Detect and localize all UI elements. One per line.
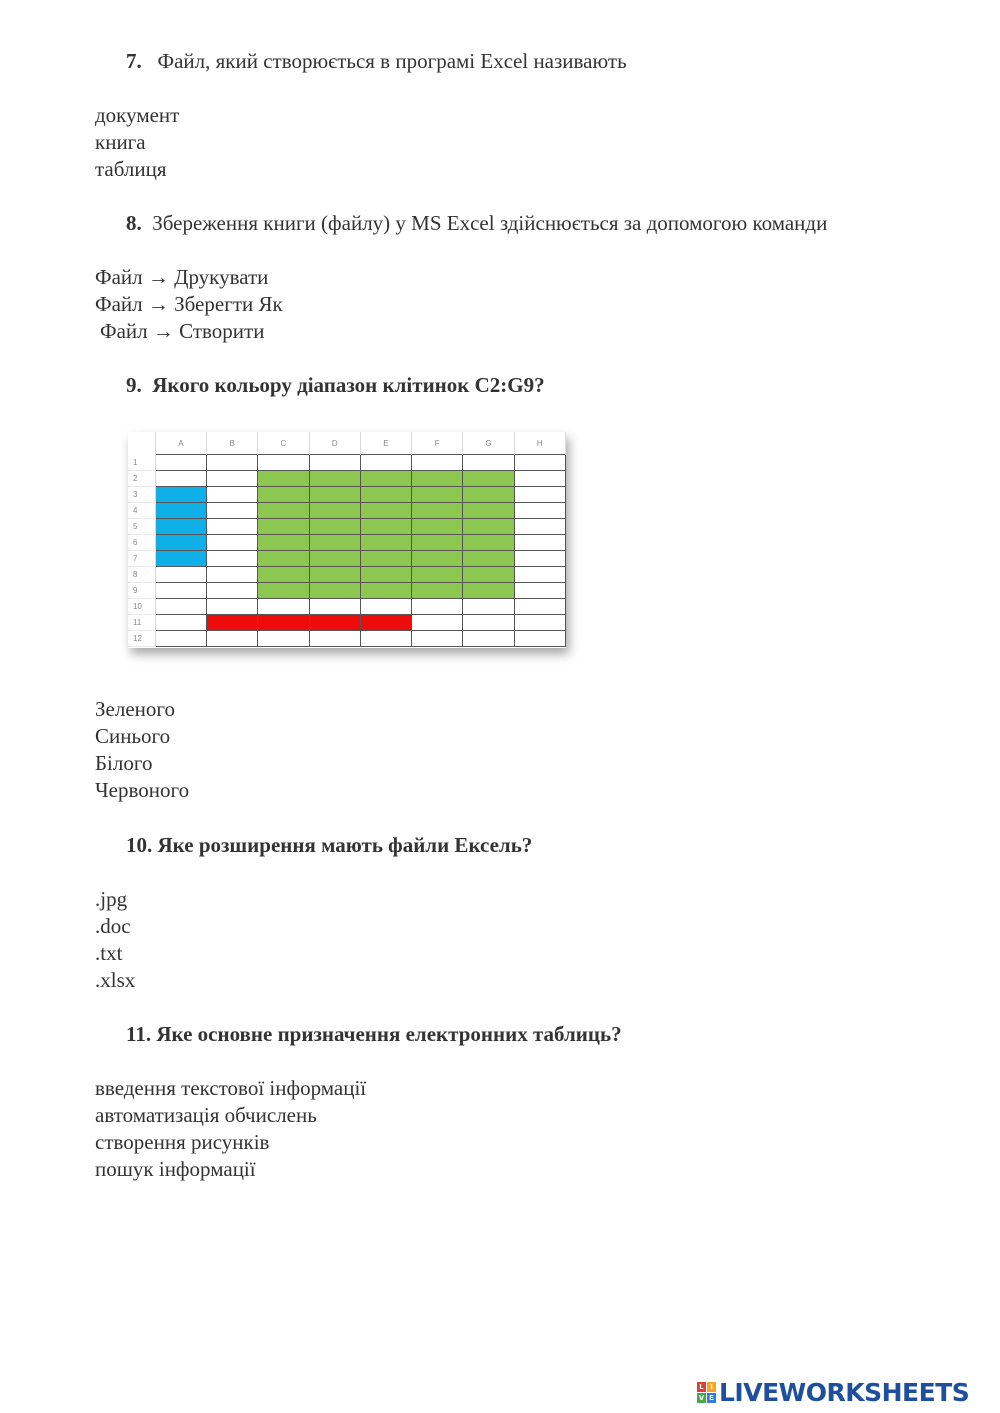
- cell-H11: [514, 615, 565, 631]
- cell-B8: [207, 567, 258, 583]
- cell-C9: [258, 583, 309, 599]
- cell-A10: [155, 599, 206, 615]
- question-number: 11.: [126, 1022, 152, 1046]
- cell-F11: [412, 615, 463, 631]
- cell-B5: [207, 519, 258, 535]
- cell-G4: [463, 503, 514, 519]
- cell-C3: [258, 487, 309, 503]
- question-10: [126, 832, 532, 858]
- answer-option[interactable]: .txt: [95, 941, 123, 965]
- cell-A11: [155, 615, 206, 631]
- answer-options-9: [95, 696, 189, 804]
- cell-B7: [207, 551, 258, 567]
- cell-C6: [258, 535, 309, 551]
- cell-F6: [412, 535, 463, 551]
- row-header: 8: [128, 567, 155, 583]
- cell-C2: [258, 471, 309, 487]
- answer-option[interactable]: книга: [95, 130, 146, 154]
- cell-A12: [155, 631, 206, 647]
- cell-G11: [463, 615, 514, 631]
- cell-B2: [207, 471, 258, 487]
- logo-mark-letter: I: [707, 1382, 716, 1392]
- cell-A8: [155, 567, 206, 583]
- answer-option[interactable]: Файл → Створити: [100, 319, 265, 343]
- cell-F12: [412, 631, 463, 647]
- column-header: E: [360, 432, 411, 455]
- cell-C1: [258, 455, 309, 471]
- cell-D1: [309, 455, 360, 471]
- cell-D11: [309, 615, 360, 631]
- cell-D7: [309, 551, 360, 567]
- cell-G12: [463, 631, 514, 647]
- answer-options-10: [95, 886, 135, 994]
- cell-B9: [207, 583, 258, 599]
- answer-option[interactable]: автоматизація обчислень: [95, 1103, 317, 1127]
- cell-G6: [463, 535, 514, 551]
- question-text: Збереження книги (файлу) у MS Excel здійснюється за допомогою команди: [152, 211, 828, 235]
- cell-H9: [514, 583, 565, 599]
- cell-A4: [155, 503, 206, 519]
- answer-option[interactable]: Синього: [95, 724, 171, 748]
- cell-C5: [258, 519, 309, 535]
- cell-B12: [207, 631, 258, 647]
- question-8: [126, 210, 827, 236]
- answer-option[interactable]: пошук інформації: [95, 1157, 256, 1181]
- cell-C12: [258, 631, 309, 647]
- cell-H3: [514, 487, 565, 503]
- question-text: Файл, який створюється в програмі Excel називають: [157, 49, 627, 73]
- answer-option[interactable]: Червоного: [95, 778, 190, 802]
- cell-E2: [360, 471, 411, 487]
- cell-C10: [258, 599, 309, 615]
- cell-A7: [155, 551, 206, 567]
- answer-option[interactable]: таблиця: [95, 157, 167, 181]
- cell-C4: [258, 503, 309, 519]
- cell-H2: [514, 471, 565, 487]
- row-header: 1: [128, 455, 155, 471]
- answer-option[interactable]: .doc: [95, 914, 131, 938]
- question-11: [126, 1021, 622, 1047]
- cell-G1: [463, 455, 514, 471]
- cell-B4: [207, 503, 258, 519]
- row-header: 7: [128, 551, 155, 567]
- row-header: 12: [128, 631, 155, 647]
- question-number: 7.: [126, 49, 142, 73]
- cell-E7: [360, 551, 411, 567]
- answer-option[interactable]: Білого: [95, 751, 153, 775]
- cell-A6: [155, 535, 206, 551]
- cell-B11: [207, 615, 258, 631]
- cell-D10: [309, 599, 360, 615]
- answer-option[interactable]: введення текстової інформації: [95, 1076, 367, 1100]
- cell-G5: [463, 519, 514, 535]
- answer-option[interactable]: Файл → Зберегти Як: [95, 292, 283, 316]
- cell-F8: [412, 567, 463, 583]
- answer-option[interactable]: документ: [95, 103, 180, 127]
- answer-option[interactable]: .jpg: [95, 887, 128, 911]
- cell-G7: [463, 551, 514, 567]
- cell-H12: [514, 631, 565, 647]
- question-text: Яке розширення мають файли Ексель?: [157, 833, 533, 857]
- column-header: F: [412, 432, 463, 455]
- row-header: 9: [128, 583, 155, 599]
- cell-F9: [412, 583, 463, 599]
- logo-mark-letter: E: [707, 1393, 716, 1403]
- cell-E12: [360, 631, 411, 647]
- column-header: D: [309, 432, 360, 455]
- logo-mark-icon: [697, 1382, 716, 1403]
- cell-F2: [412, 471, 463, 487]
- question-number: 10.: [126, 833, 153, 857]
- row-header: 10: [128, 599, 155, 615]
- cell-D6: [309, 535, 360, 551]
- spreadsheet-image: [128, 432, 566, 648]
- row-header: 6: [128, 535, 155, 551]
- cell-B10: [207, 599, 258, 615]
- cell-E5: [360, 519, 411, 535]
- cell-G2: [463, 471, 514, 487]
- cell-B3: [207, 487, 258, 503]
- question-text: Якого кольору діапазон клітинок C2:G9?: [152, 373, 545, 397]
- cell-D5: [309, 519, 360, 535]
- cell-A1: [155, 455, 206, 471]
- cell-D4: [309, 503, 360, 519]
- row-header: 5: [128, 519, 155, 535]
- cell-C11: [258, 615, 309, 631]
- cell-D2: [309, 471, 360, 487]
- answer-options-7: [95, 102, 179, 183]
- cell-F7: [412, 551, 463, 567]
- cell-H5: [514, 519, 565, 535]
- spreadsheet-grid: [128, 432, 566, 647]
- cell-C8: [258, 567, 309, 583]
- cell-D3: [309, 487, 360, 503]
- cell-H1: [514, 455, 565, 471]
- column-header: C: [258, 432, 309, 455]
- cell-A9: [155, 583, 206, 599]
- row-header: 11: [128, 615, 155, 631]
- cell-E4: [360, 503, 411, 519]
- cell-A5: [155, 519, 206, 535]
- cell-A2: [155, 471, 206, 487]
- column-header: A: [155, 432, 206, 455]
- cell-G3: [463, 487, 514, 503]
- cell-B1: [207, 455, 258, 471]
- question-number: 9.: [126, 373, 142, 397]
- cell-E6: [360, 535, 411, 551]
- cell-E8: [360, 567, 411, 583]
- cell-D12: [309, 631, 360, 647]
- question-text: Яке основне призначення електронних таблиць?: [156, 1022, 622, 1046]
- cell-G9: [463, 583, 514, 599]
- cell-D8: [309, 567, 360, 583]
- row-header: 2: [128, 471, 155, 487]
- cell-H10: [514, 599, 565, 615]
- answer-option[interactable]: Файл → Друкувати: [95, 265, 269, 289]
- logo-mark-letter: V: [698, 1394, 705, 1402]
- column-header: B: [207, 432, 258, 455]
- cell-F5: [412, 519, 463, 535]
- cell-E1: [360, 455, 411, 471]
- liveworksheets-logo: [697, 1378, 969, 1407]
- question-number: 8.: [126, 211, 142, 235]
- answer-option[interactable]: .xlsx: [95, 968, 136, 992]
- cell-B6: [207, 535, 258, 551]
- cell-E9: [360, 583, 411, 599]
- cell-H4: [514, 503, 565, 519]
- cell-H6: [514, 535, 565, 551]
- answer-option[interactable]: створення рисунків: [95, 1130, 270, 1154]
- cell-E11: [360, 615, 411, 631]
- cell-D9: [309, 583, 360, 599]
- corner-cell: [128, 432, 155, 455]
- cell-G8: [463, 567, 514, 583]
- cell-C7: [258, 551, 309, 567]
- cell-E3: [360, 487, 411, 503]
- question-7: [126, 48, 627, 74]
- cell-E10: [360, 599, 411, 615]
- answer-options-11: [95, 1075, 366, 1183]
- row-header: 3: [128, 487, 155, 503]
- cell-G10: [463, 599, 514, 615]
- cell-A3: [155, 487, 206, 503]
- cell-F3: [412, 487, 463, 503]
- cell-H7: [514, 551, 565, 567]
- column-header: G: [463, 432, 514, 455]
- question-9: [126, 372, 545, 398]
- answer-option[interactable]: Зеленого: [95, 697, 175, 721]
- logo-mark-letter: L: [697, 1382, 706, 1392]
- cell-F1: [412, 455, 463, 471]
- cell-F10: [412, 599, 463, 615]
- row-header: 4: [128, 503, 155, 519]
- column-header: H: [514, 432, 565, 455]
- cell-H8: [514, 567, 565, 583]
- answer-options-8: [95, 264, 283, 345]
- cell-F4: [412, 503, 463, 519]
- logo-text: LIVEWORKSHEETS: [719, 1378, 970, 1407]
